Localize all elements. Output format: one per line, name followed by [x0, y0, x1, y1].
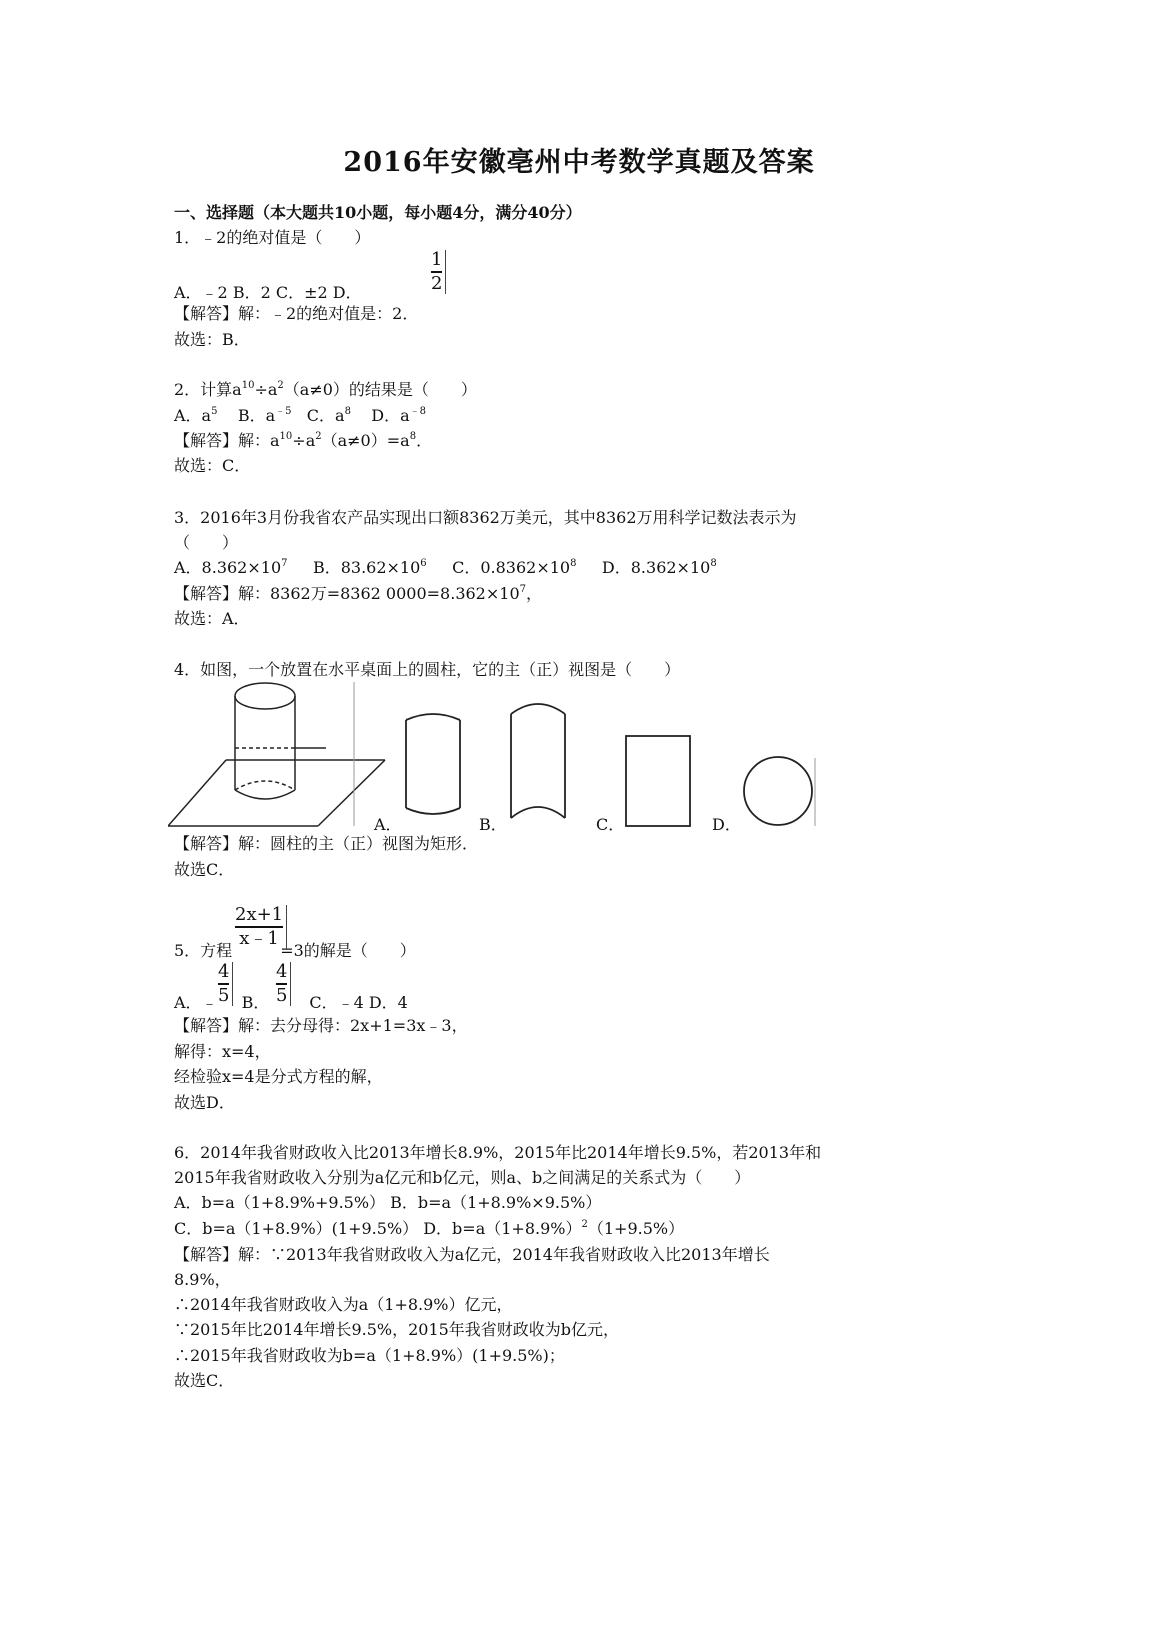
q4-label-d: D．	[712, 815, 741, 834]
q5-equation-fraction: 2x+1 x﹣1	[235, 905, 287, 949]
q4-figures	[168, 678, 820, 830]
q5-step2: 经检验x=4是分式方程的解，	[174, 1067, 383, 1086]
q1-stem: 1．﹣2的绝对值是（ ）	[174, 228, 371, 247]
q2-choice: 故选：C．	[174, 456, 251, 475]
q5-stem: 5．方程 =3的解是（ ）	[174, 941, 416, 960]
cylinder-on-table-figure	[168, 682, 390, 826]
option-c-shape	[626, 736, 690, 826]
q2-answer: 【解答】解：$a^{10}\div a^2(a\ne 0)=a^8$．	[174, 431, 433, 450]
q4-stem: 4．如图，一个放置在水平桌面上的圆柱，它的主（正）视图是（ ）	[174, 660, 681, 679]
q6-options-ab: A．b=a（1+8.9%+9.5%） B．b=a（1+8.9%×9.5%）	[174, 1193, 602, 1212]
q5-answer: 【解答】解：去分母得：2x+1=3x﹣3，	[174, 1016, 468, 1035]
q3-stem: 3．2016年3月份我省农产品实现出口额8362万美元，其中8362万用科学记数法表示为	[174, 508, 797, 527]
q1-answer: 【解答】解：﹣2的绝对值是：2．	[174, 304, 419, 323]
q6-stem: 6．2014年我省财政收入比2013年增长8.9%，2015年比2014年增长9.5%，若2013年和	[174, 1143, 822, 1162]
q6-answer-2: 8.9%，	[174, 1270, 231, 1289]
q3-options: A．$8.362\times 10^7$ B．$83.62\times 10^6$ C．$0.8362\times 10^8$ D．$8.362\times 10^8$	[174, 558, 717, 577]
q4-choice: 故选C．	[174, 860, 235, 879]
q1-choice: 故选：B．	[174, 330, 250, 349]
q4-label-b: B．	[479, 815, 507, 834]
q5-option-a-fraction: 4 5	[218, 962, 233, 1006]
q1-fraction: 1 2	[431, 250, 446, 294]
q5-choice: 故选D．	[174, 1093, 235, 1112]
q6-answer-5: ∴2015年我省财政收为b=a（1+8.9%）(1+9.5%)；	[174, 1346, 565, 1365]
q3-answer: 【解答】解：8362万=8362 $0000=8.362\times 10^7$，	[174, 584, 543, 603]
option-a-shape	[406, 714, 460, 814]
q5-options: A．﹣ B． C．﹣4 D．4	[174, 993, 408, 1012]
q6-answer-3: ∴2014年我省财政收入为a（1+8.9%）亿元，	[174, 1295, 513, 1314]
q6-stem-cont: 2015年我省财政收入分别为a亿元和b亿元，则a、b之间满足的关系式为（ ）	[174, 1168, 751, 1187]
q2-stem: 2．计算$a^{10}\div a^2(a\ne 0)$的结果是（ ）	[174, 380, 477, 399]
q2-options: A．$a^5$ B．$a^{﹣5}$ C．$a^8$ D．$a^{﹣8}$	[174, 406, 427, 425]
option-d-shape	[744, 757, 815, 826]
q1-options: A．﹣2 B．2 C．±2 D．	[174, 283, 362, 302]
q5-step1: 解得：x=4，	[174, 1042, 271, 1061]
q3-choice: 故选：A．	[174, 609, 250, 628]
q3-stem-cont: （ ）	[174, 533, 239, 552]
option-b-shape	[511, 704, 565, 818]
q6-answer-4: ∵2015年比2014年增长9.5%，2015年我省财政收为b亿元，	[174, 1320, 620, 1339]
section-heading: 一、选择题（本大题共10小题，每小题4分，满分40分）	[174, 203, 582, 222]
q6-answer: 【解答】解：∵2013年我省财政收入为a亿元，2014年我省财政收入比2013年增长	[174, 1245, 770, 1264]
q4-label-c: C．	[596, 815, 625, 834]
page-title: 2016年安徽亳州中考数学真题及答案	[343, 147, 815, 178]
q6-choice: 故选C．	[174, 1371, 235, 1390]
q4-answer: 【解答】解：圆柱的主（正）视图为矩形．	[174, 834, 479, 853]
q4-label-a: A．	[374, 815, 402, 834]
q5-option-b-fraction: 4 5	[276, 962, 291, 1006]
q6-options-cd: C．b=a（1+8.9%）(1+9.5%） D．$b=a(1+8.9\%)^2(1+9.5\%)$	[174, 1219, 685, 1238]
